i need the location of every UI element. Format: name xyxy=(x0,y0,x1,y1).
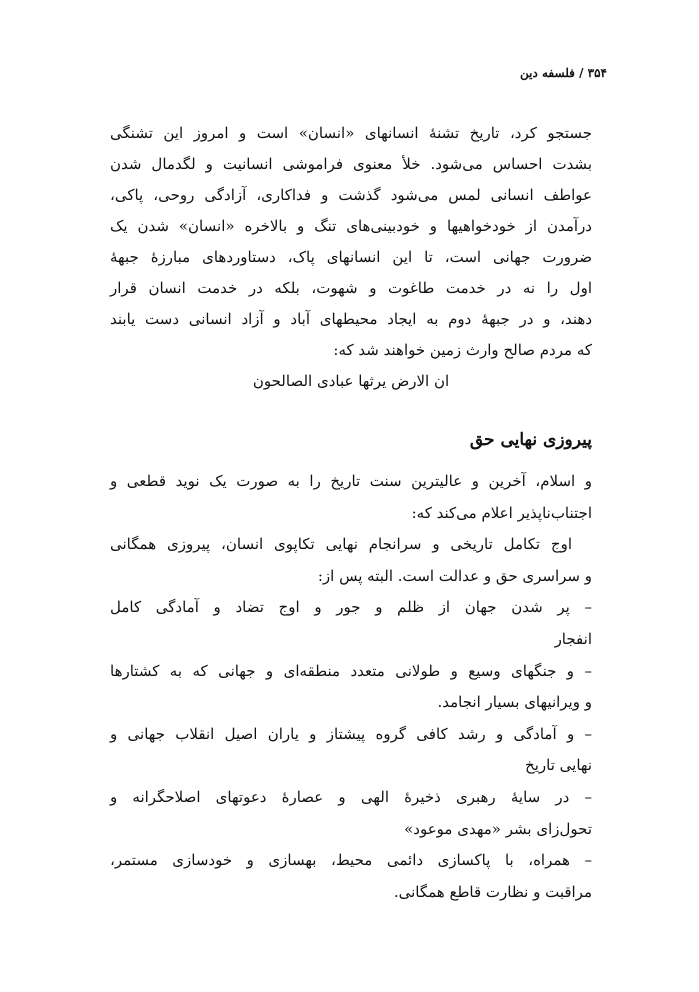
text-line: نهایی تاریخ xyxy=(525,756,592,775)
text-line: که مردم صالح وارث زمین خواهند شد که: xyxy=(333,341,592,359)
text-line: جستجو کرد، تاریخ تشنهٔ انسانهای «انسان» است و امروز این تشنگی xyxy=(110,124,592,142)
text-line: و سراسری حق و عدالت است. البته پس از: xyxy=(317,566,592,585)
text-line: درآمدن از خودخواهیها و خودبینی‌های تنگ و بالاخره «انسان» شدن یک xyxy=(110,217,592,235)
section-heading: پیروزی نهایی حق xyxy=(469,430,592,450)
paragraph-2 xyxy=(110,466,592,908)
text-line: بشدت احساس می‌شود. خلأ معنوی فراموشی انسانیت و لگدمال شدن xyxy=(110,155,592,173)
text-line: و ویرانیهای بسیار انجامد. xyxy=(437,693,592,712)
list-item: – همراه، با پاکسازی دائمی محیط، بهسازی و خودسازی مستمر، xyxy=(110,851,592,870)
list-item: – پر شدن جهان از ظلم و جور و اوج تضاد و آمادگی کامل xyxy=(110,598,592,617)
running-head: ۳۵۴ / فلسفه دین xyxy=(520,66,607,80)
list-item: – در سایهٔ رهبری ذخیرهٔ الهی و عصارهٔ دعوتهای اصلاحگرانه و xyxy=(110,787,592,806)
text-line: دهند، و در جبههٔ دوم به ایجاد محیطهای آباد و آزاد انسانی دست یابند xyxy=(110,310,592,328)
text-line: مراقبت و نظارت قاطع همگانی. xyxy=(393,882,592,901)
text-line: ضرورت جهانی است، تا این انسانهای پاک، دستاوردهای مبارزهٔ جبههٔ xyxy=(110,248,592,266)
text-line: عواطف انسانی لمس می‌شود گذشت و فداکاری، آزادگی روحی، پاکی، xyxy=(110,186,592,204)
text-line: اول را نه در خدمت طاغوت و شهوت، بلکه در خدمت انسان قرار xyxy=(110,279,592,297)
list-item: – و آمادگی و رشد کافی گروه پیشتاز و یاران اصیل انقلاب جهانی و xyxy=(110,724,592,743)
paragraph-1 xyxy=(110,118,592,397)
text-line: تحول‌زای بشر «مهدی موعود» xyxy=(404,819,592,838)
quran-verse: ان الارض یرثها عبادی الصالحون xyxy=(252,372,450,390)
text-line: اوج تکامل تاریخی و سرانجام نهایی تکاپوی انسان، پیروزی همگانی xyxy=(110,535,572,554)
text-line: و اسلام، آخرین و عالیترین سنت تاریخ را به صورت یک نوید قطعی و xyxy=(110,472,592,490)
text-line: اجتناب‌ناپذیر اعلام می‌کند که: xyxy=(411,503,592,522)
text-line: انفجار xyxy=(554,629,592,648)
list-item: – و جنگهای وسیع و طولانی متعدد منطقه‌ای و جهانی که به کشتارها xyxy=(110,661,592,680)
